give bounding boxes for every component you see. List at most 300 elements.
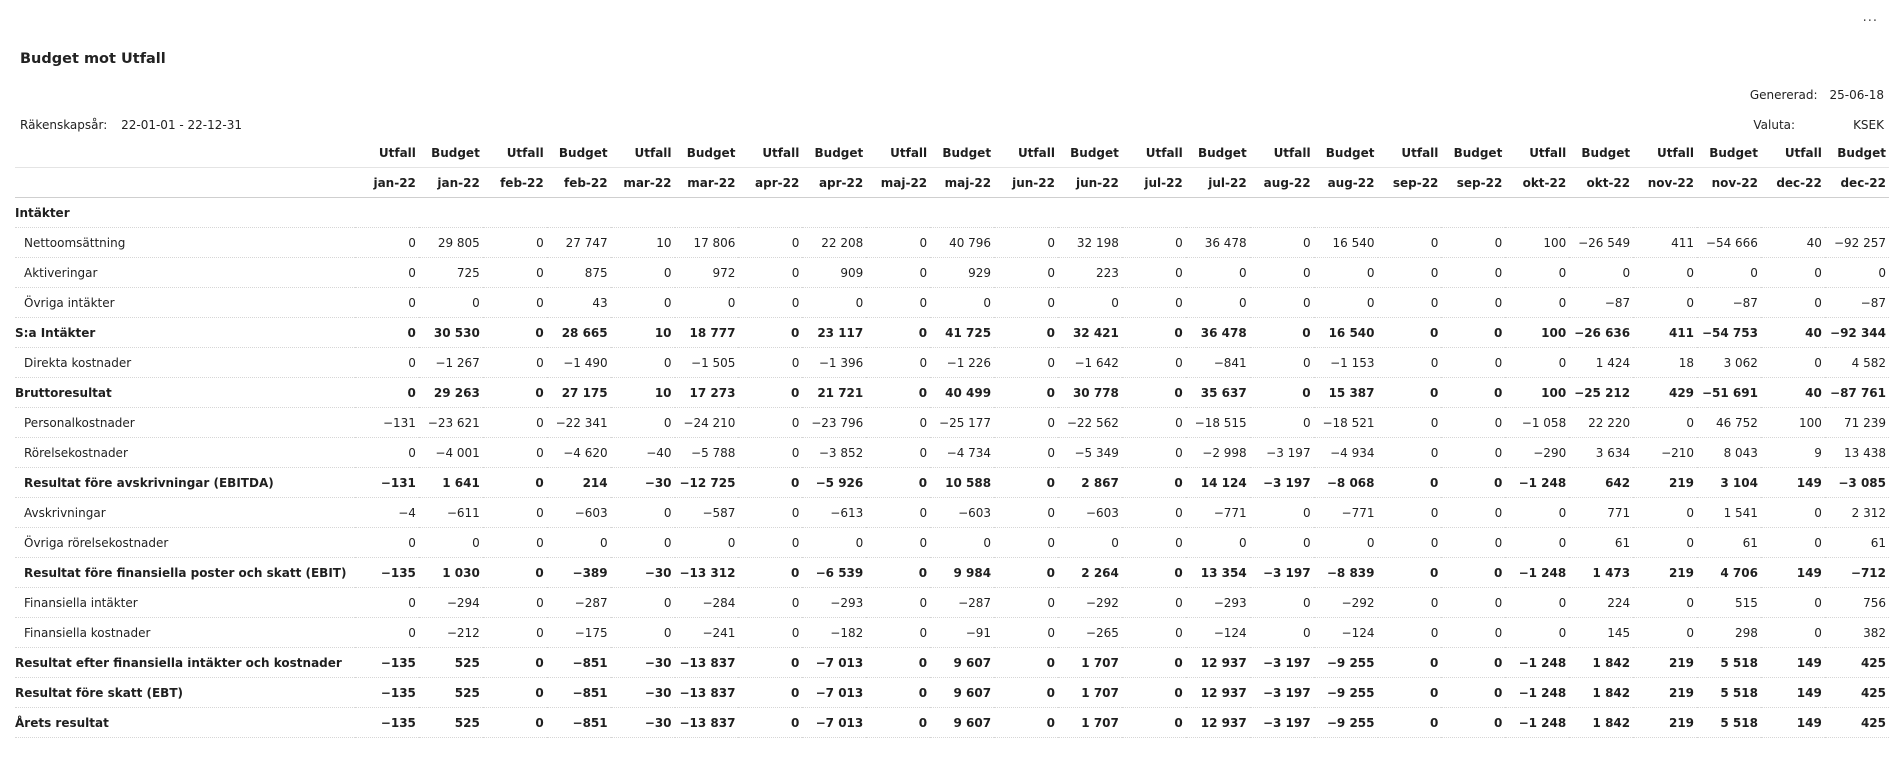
value-cell: 0 bbox=[738, 558, 802, 588]
value-cell: 425 bbox=[1825, 678, 1889, 708]
value-cell: 0 bbox=[1825, 258, 1889, 288]
value-cell: 525 bbox=[419, 648, 483, 678]
value-cell: 0 bbox=[1633, 288, 1697, 318]
column-period-header: aug-22 bbox=[1314, 168, 1378, 198]
value-cell: −293 bbox=[802, 588, 866, 618]
value-cell: −265 bbox=[1058, 618, 1122, 648]
row-label: Bruttoresultat bbox=[15, 378, 355, 408]
value-cell: 425 bbox=[1825, 708, 1889, 738]
value-cell: 525 bbox=[419, 708, 483, 738]
column-type-header: Budget bbox=[1825, 138, 1889, 168]
column-type-header: Utfall bbox=[1505, 138, 1569, 168]
value-cell: −40 bbox=[611, 438, 675, 468]
value-cell bbox=[1761, 198, 1825, 228]
value-cell: 0 bbox=[802, 288, 866, 318]
value-cell: −1 642 bbox=[1058, 348, 1122, 378]
table-row bbox=[15, 288, 1889, 318]
value-cell: 10 bbox=[611, 378, 675, 408]
value-cell: −26 636 bbox=[1569, 318, 1633, 348]
value-cell: −54 666 bbox=[1697, 228, 1761, 258]
column-period-header: jul-22 bbox=[1186, 168, 1250, 198]
value-cell bbox=[994, 198, 1058, 228]
value-cell: 0 bbox=[1441, 378, 1505, 408]
fiscal-year-label: Räkenskapsår: bbox=[20, 118, 108, 132]
value-cell: −1 505 bbox=[675, 348, 739, 378]
value-cell: −131 bbox=[355, 408, 419, 438]
value-cell: −771 bbox=[1186, 498, 1250, 528]
value-cell: 0 bbox=[1378, 438, 1442, 468]
value-cell: 0 bbox=[611, 258, 675, 288]
value-cell: 0 bbox=[1378, 258, 1442, 288]
value-cell: 0 bbox=[1378, 318, 1442, 348]
column-type-header: Utfall bbox=[994, 138, 1058, 168]
value-cell: −611 bbox=[419, 498, 483, 528]
value-cell: −3 197 bbox=[1250, 678, 1314, 708]
column-type-header: Utfall bbox=[355, 138, 419, 168]
value-cell: 0 bbox=[994, 468, 1058, 498]
value-cell: 0 bbox=[355, 378, 419, 408]
value-cell: −9 255 bbox=[1314, 648, 1378, 678]
row-label: Nettoomsättning bbox=[15, 228, 355, 258]
budget-vs-actual-table bbox=[15, 138, 1889, 738]
value-cell: 0 bbox=[994, 528, 1058, 558]
value-cell: 2 264 bbox=[1058, 558, 1122, 588]
column-type-header: Budget bbox=[1186, 138, 1250, 168]
value-cell: 18 bbox=[1633, 348, 1697, 378]
value-cell: 0 bbox=[1441, 498, 1505, 528]
value-cell: 0 bbox=[866, 408, 930, 438]
value-cell: 0 bbox=[355, 438, 419, 468]
table-row bbox=[15, 648, 1889, 678]
value-cell: −241 bbox=[675, 618, 739, 648]
column-period-header: feb-22 bbox=[483, 168, 547, 198]
section-header-row bbox=[15, 198, 1889, 228]
table-row bbox=[15, 708, 1889, 738]
row-label: Rörelsekostnader bbox=[15, 438, 355, 468]
value-cell: 0 bbox=[1633, 258, 1697, 288]
value-cell: 100 bbox=[1505, 318, 1569, 348]
value-cell: 0 bbox=[1633, 528, 1697, 558]
value-cell: 0 bbox=[1761, 348, 1825, 378]
column-type-header: Budget bbox=[1314, 138, 1378, 168]
value-cell: 13 354 bbox=[1186, 558, 1250, 588]
value-cell bbox=[930, 198, 994, 228]
column-type-header: Budget bbox=[930, 138, 994, 168]
value-cell: −18 515 bbox=[1186, 408, 1250, 438]
value-cell: −603 bbox=[930, 498, 994, 528]
value-cell: −30 bbox=[611, 708, 675, 738]
value-cell: 298 bbox=[1697, 618, 1761, 648]
value-cell: 36 478 bbox=[1186, 228, 1250, 258]
value-cell: −3 197 bbox=[1250, 468, 1314, 498]
value-cell: 0 bbox=[738, 378, 802, 408]
value-cell: −712 bbox=[1825, 558, 1889, 588]
value-cell: 0 bbox=[994, 288, 1058, 318]
value-cell: 0 bbox=[1122, 558, 1186, 588]
value-cell: −771 bbox=[1314, 498, 1378, 528]
value-cell: 4 706 bbox=[1697, 558, 1761, 588]
value-cell: −92 257 bbox=[1825, 228, 1889, 258]
value-cell: 10 588 bbox=[930, 468, 994, 498]
value-cell: −23 621 bbox=[419, 408, 483, 438]
value-cell: −294 bbox=[419, 588, 483, 618]
value-cell: 0 bbox=[738, 318, 802, 348]
generated-value: 25-06-18 bbox=[1829, 88, 1884, 102]
row-label: Finansiella kostnader bbox=[15, 618, 355, 648]
value-cell: −26 549 bbox=[1569, 228, 1633, 258]
table-row bbox=[15, 498, 1889, 528]
value-cell: 0 bbox=[1122, 438, 1186, 468]
value-cell: 0 bbox=[1250, 258, 1314, 288]
value-cell: 1 707 bbox=[1058, 678, 1122, 708]
value-cell: 0 bbox=[1314, 258, 1378, 288]
column-type-header: Utfall bbox=[1122, 138, 1186, 168]
column-period-header: maj-22 bbox=[866, 168, 930, 198]
row-label: Personalkostnader bbox=[15, 408, 355, 438]
value-cell: −124 bbox=[1186, 618, 1250, 648]
value-cell: 0 bbox=[419, 528, 483, 558]
value-cell: 0 bbox=[1122, 468, 1186, 498]
value-cell: 0 bbox=[994, 708, 1058, 738]
value-cell: 1 842 bbox=[1569, 648, 1633, 678]
value-cell: −3 197 bbox=[1250, 708, 1314, 738]
value-cell: 0 bbox=[738, 648, 802, 678]
value-cell: 16 540 bbox=[1314, 318, 1378, 348]
value-cell: −25 212 bbox=[1569, 378, 1633, 408]
value-cell: 61 bbox=[1569, 528, 1633, 558]
table-row bbox=[15, 618, 1889, 648]
value-cell: −8 839 bbox=[1314, 558, 1378, 588]
value-cell: 972 bbox=[675, 258, 739, 288]
value-cell: −8 068 bbox=[1314, 468, 1378, 498]
value-cell: 224 bbox=[1569, 588, 1633, 618]
value-cell: 0 bbox=[1441, 648, 1505, 678]
value-cell: 0 bbox=[355, 288, 419, 318]
value-cell: −12 725 bbox=[675, 468, 739, 498]
column-type-header: Budget bbox=[1058, 138, 1122, 168]
value-cell: −13 837 bbox=[675, 648, 739, 678]
value-cell: 0 bbox=[994, 318, 1058, 348]
value-cell: 0 bbox=[1378, 678, 1442, 708]
value-cell: 30 778 bbox=[1058, 378, 1122, 408]
value-cell: 0 bbox=[1441, 678, 1505, 708]
currency-value: KSEK bbox=[1853, 118, 1884, 132]
value-cell: 0 bbox=[1441, 528, 1505, 558]
value-cell: 0 bbox=[866, 228, 930, 258]
value-cell: −5 926 bbox=[802, 468, 866, 498]
value-cell: 1 707 bbox=[1058, 708, 1122, 738]
value-cell: 100 bbox=[1761, 408, 1825, 438]
row-label: S:a Intäkter bbox=[15, 318, 355, 348]
value-cell: 1 707 bbox=[1058, 648, 1122, 678]
value-cell: −9 255 bbox=[1314, 708, 1378, 738]
value-cell: 100 bbox=[1505, 378, 1569, 408]
value-cell: −851 bbox=[547, 648, 611, 678]
value-cell: 0 bbox=[1378, 558, 1442, 588]
table-row bbox=[15, 348, 1889, 378]
value-cell: 145 bbox=[1569, 618, 1633, 648]
value-cell: 0 bbox=[1378, 498, 1442, 528]
value-cell: 5 518 bbox=[1697, 708, 1761, 738]
column-period-header: jul-22 bbox=[1122, 168, 1186, 198]
value-cell: −284 bbox=[675, 588, 739, 618]
value-cell: −9 255 bbox=[1314, 678, 1378, 708]
row-label: Resultat efter finansiella intäkter och kostnader bbox=[15, 648, 355, 678]
value-cell: 0 bbox=[483, 678, 547, 708]
value-cell bbox=[547, 198, 611, 228]
value-cell: 0 bbox=[1378, 528, 1442, 558]
report-title: Budget mot Utfall bbox=[20, 51, 166, 67]
value-cell: 9 984 bbox=[930, 558, 994, 588]
value-cell: −131 bbox=[355, 468, 419, 498]
value-cell: 219 bbox=[1633, 558, 1697, 588]
value-cell: 0 bbox=[994, 588, 1058, 618]
value-cell: 0 bbox=[994, 558, 1058, 588]
value-cell: 0 bbox=[1378, 408, 1442, 438]
value-cell: 0 bbox=[1122, 498, 1186, 528]
value-cell: −613 bbox=[802, 498, 866, 528]
value-cell: 0 bbox=[1761, 258, 1825, 288]
value-cell: 0 bbox=[355, 588, 419, 618]
column-type-header: Budget bbox=[1569, 138, 1633, 168]
value-cell: 0 bbox=[1186, 288, 1250, 318]
fiscal-year-value: 22-01-01 - 22-12-31 bbox=[121, 118, 243, 132]
value-cell: 149 bbox=[1761, 648, 1825, 678]
table-row bbox=[15, 228, 1889, 258]
column-period-header: apr-22 bbox=[738, 168, 802, 198]
value-cell: −6 539 bbox=[802, 558, 866, 588]
value-cell: −1 248 bbox=[1505, 468, 1569, 498]
value-cell: 0 bbox=[994, 228, 1058, 258]
column-type-header: Budget bbox=[1441, 138, 1505, 168]
value-cell: 9 bbox=[1761, 438, 1825, 468]
value-cell: −4 620 bbox=[547, 438, 611, 468]
table-row bbox=[15, 468, 1889, 498]
value-cell: 0 bbox=[1441, 558, 1505, 588]
value-cell: −135 bbox=[355, 558, 419, 588]
value-cell: 0 bbox=[611, 528, 675, 558]
column-period-header: okt-22 bbox=[1569, 168, 1633, 198]
value-cell: 0 bbox=[483, 318, 547, 348]
value-cell: 0 bbox=[1378, 708, 1442, 738]
value-cell: 12 937 bbox=[1186, 708, 1250, 738]
value-cell: 0 bbox=[1058, 288, 1122, 318]
value-cell: 0 bbox=[1186, 528, 1250, 558]
table-row bbox=[15, 558, 1889, 588]
value-cell: 0 bbox=[738, 408, 802, 438]
value-cell: 2 867 bbox=[1058, 468, 1122, 498]
value-cell: 0 bbox=[1505, 528, 1569, 558]
value-cell: 0 bbox=[611, 588, 675, 618]
value-cell: −603 bbox=[547, 498, 611, 528]
value-cell: 0 bbox=[1633, 588, 1697, 618]
value-cell: 0 bbox=[1569, 258, 1633, 288]
value-cell: 28 665 bbox=[547, 318, 611, 348]
value-cell: −30 bbox=[611, 468, 675, 498]
value-cell: 0 bbox=[738, 708, 802, 738]
table-body bbox=[15, 198, 1889, 738]
value-cell: 17 273 bbox=[675, 378, 739, 408]
value-cell: 0 bbox=[355, 258, 419, 288]
value-cell bbox=[1186, 198, 1250, 228]
table-row bbox=[15, 318, 1889, 348]
value-cell: −7 013 bbox=[802, 708, 866, 738]
value-cell: 0 bbox=[1122, 408, 1186, 438]
value-cell bbox=[675, 198, 739, 228]
value-cell: −4 001 bbox=[419, 438, 483, 468]
value-cell: 0 bbox=[866, 528, 930, 558]
more-options-icon[interactable]: ··· bbox=[1862, 14, 1878, 29]
value-cell bbox=[1825, 198, 1889, 228]
value-cell: 0 bbox=[1250, 348, 1314, 378]
value-cell bbox=[802, 198, 866, 228]
column-type-header: Budget bbox=[1697, 138, 1761, 168]
value-cell: −25 177 bbox=[930, 408, 994, 438]
value-cell: −5 788 bbox=[675, 438, 739, 468]
value-cell: 0 bbox=[1761, 528, 1825, 558]
value-cell: 214 bbox=[547, 468, 611, 498]
value-cell bbox=[1633, 198, 1697, 228]
value-cell: −4 bbox=[355, 498, 419, 528]
value-cell: 0 bbox=[1122, 258, 1186, 288]
value-cell: 0 bbox=[738, 258, 802, 288]
value-cell: 0 bbox=[1250, 318, 1314, 348]
value-cell: 29 805 bbox=[419, 228, 483, 258]
value-cell: 0 bbox=[1250, 588, 1314, 618]
value-cell: −841 bbox=[1186, 348, 1250, 378]
value-cell: 0 bbox=[866, 618, 930, 648]
value-cell: 0 bbox=[1250, 228, 1314, 258]
value-cell: 382 bbox=[1825, 618, 1889, 648]
value-cell: 0 bbox=[1441, 618, 1505, 648]
value-cell bbox=[355, 198, 419, 228]
value-cell: 149 bbox=[1761, 678, 1825, 708]
value-cell: −3 197 bbox=[1250, 558, 1314, 588]
row-label: Avskrivningar bbox=[15, 498, 355, 528]
value-cell: 0 bbox=[1378, 618, 1442, 648]
value-cell: −175 bbox=[547, 618, 611, 648]
column-period-header: nov-22 bbox=[1633, 168, 1697, 198]
value-cell: −603 bbox=[1058, 498, 1122, 528]
value-cell: −124 bbox=[1314, 618, 1378, 648]
value-cell bbox=[866, 198, 930, 228]
value-cell bbox=[1505, 198, 1569, 228]
value-cell: 0 bbox=[1761, 618, 1825, 648]
value-cell: 0 bbox=[419, 288, 483, 318]
value-cell: 0 bbox=[1441, 438, 1505, 468]
value-cell: −4 934 bbox=[1314, 438, 1378, 468]
value-cell: 0 bbox=[930, 288, 994, 318]
currency-info bbox=[1753, 118, 1884, 132]
value-cell: −1 248 bbox=[1505, 678, 1569, 708]
value-cell: 0 bbox=[1378, 228, 1442, 258]
value-cell: 0 bbox=[866, 378, 930, 408]
value-cell: 219 bbox=[1633, 648, 1697, 678]
value-cell: 0 bbox=[1122, 288, 1186, 318]
value-cell: 1 424 bbox=[1569, 348, 1633, 378]
value-cell: −87 bbox=[1697, 288, 1761, 318]
value-cell: 929 bbox=[930, 258, 994, 288]
value-cell: 21 721 bbox=[802, 378, 866, 408]
value-cell: −212 bbox=[419, 618, 483, 648]
value-cell: 1 641 bbox=[419, 468, 483, 498]
value-cell: 0 bbox=[355, 228, 419, 258]
value-cell: 0 bbox=[1250, 378, 1314, 408]
value-cell: 0 bbox=[1378, 378, 1442, 408]
value-cell: 0 bbox=[738, 348, 802, 378]
value-cell: 46 752 bbox=[1697, 408, 1761, 438]
value-cell: 8 043 bbox=[1697, 438, 1761, 468]
fiscal-year-info bbox=[20, 118, 242, 132]
value-cell: 0 bbox=[1122, 348, 1186, 378]
table-row bbox=[15, 528, 1889, 558]
value-cell: 0 bbox=[1250, 408, 1314, 438]
value-cell: 0 bbox=[355, 318, 419, 348]
value-cell: −135 bbox=[355, 708, 419, 738]
value-cell: −5 349 bbox=[1058, 438, 1122, 468]
value-cell: −587 bbox=[675, 498, 739, 528]
value-cell: 0 bbox=[483, 228, 547, 258]
column-period-header: jun-22 bbox=[1058, 168, 1122, 198]
column-type-header: Utfall bbox=[1250, 138, 1314, 168]
value-cell: 61 bbox=[1825, 528, 1889, 558]
value-cell: 0 bbox=[1761, 588, 1825, 618]
value-cell: 5 518 bbox=[1697, 648, 1761, 678]
value-cell: 515 bbox=[1697, 588, 1761, 618]
value-cell: 0 bbox=[1505, 618, 1569, 648]
value-cell: 0 bbox=[1250, 498, 1314, 528]
value-cell: 0 bbox=[1761, 288, 1825, 318]
column-period-header: jan-22 bbox=[419, 168, 483, 198]
value-cell bbox=[611, 198, 675, 228]
value-cell: 16 540 bbox=[1314, 228, 1378, 258]
value-cell: 0 bbox=[675, 288, 739, 318]
value-cell: −13 312 bbox=[675, 558, 739, 588]
value-cell: 0 bbox=[1633, 498, 1697, 528]
value-cell: 0 bbox=[675, 528, 739, 558]
generated-label: Genererad: bbox=[1749, 88, 1818, 102]
value-cell: −1 058 bbox=[1505, 408, 1569, 438]
value-cell: 0 bbox=[611, 498, 675, 528]
value-cell: −54 753 bbox=[1697, 318, 1761, 348]
value-cell: 0 bbox=[994, 618, 1058, 648]
value-cell: 0 bbox=[994, 498, 1058, 528]
value-cell: −3 197 bbox=[1250, 438, 1314, 468]
value-cell: 0 bbox=[1505, 258, 1569, 288]
value-cell: 411 bbox=[1633, 228, 1697, 258]
value-cell: −1 248 bbox=[1505, 648, 1569, 678]
value-cell: −87 bbox=[1825, 288, 1889, 318]
value-cell: 0 bbox=[738, 228, 802, 258]
column-type-header: Utfall bbox=[738, 138, 802, 168]
value-cell: −22 341 bbox=[547, 408, 611, 438]
value-cell: 0 bbox=[1122, 528, 1186, 558]
value-cell: 525 bbox=[419, 678, 483, 708]
value-cell: 219 bbox=[1633, 708, 1697, 738]
value-cell: 0 bbox=[866, 468, 930, 498]
value-cell: 0 bbox=[994, 678, 1058, 708]
table-row bbox=[15, 678, 1889, 708]
value-cell: 36 478 bbox=[1186, 318, 1250, 348]
column-period-header: sep-22 bbox=[1378, 168, 1442, 198]
value-cell: 4 582 bbox=[1825, 348, 1889, 378]
value-cell bbox=[1441, 198, 1505, 228]
value-cell: 0 bbox=[483, 438, 547, 468]
value-cell: −24 210 bbox=[675, 408, 739, 438]
value-cell: −287 bbox=[547, 588, 611, 618]
header-row-type bbox=[15, 138, 1889, 168]
value-cell: 756 bbox=[1825, 588, 1889, 618]
